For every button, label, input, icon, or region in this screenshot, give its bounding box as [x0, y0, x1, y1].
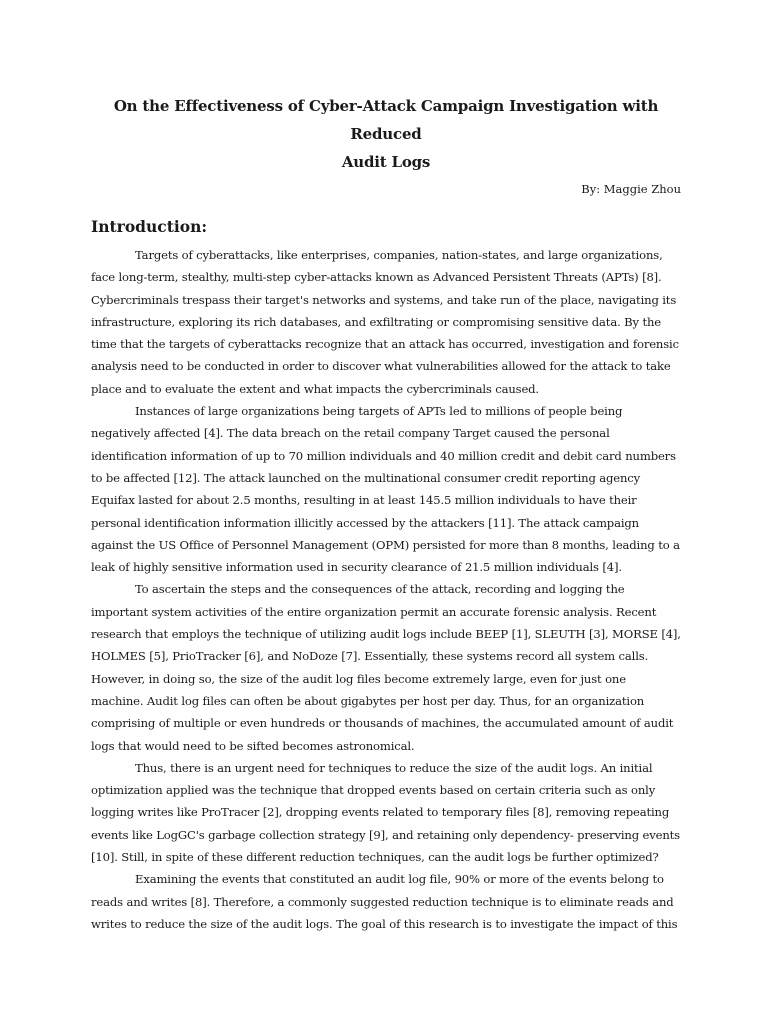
paper-title [91, 92, 681, 176]
author-byline: By: Maggie Zhou [581, 182, 681, 196]
paper-title-line-1: On the Effectiveness of Cyber-Attack Campaign Investigation with Reduced [113, 97, 659, 143]
paragraph-2: Instances of large organizations being targets of APTs led to millions of people being negatively affected [4]. The data breach on the retail company Target caused the personal identification information of up to 70 million individuals and 40 million credit and debit card numbers to be affected [12]. The attack launched on the multinational consumer credit reporting agency Equifax lasted for about 2.5 months, resulting in at least 145.5 million individuals to have their personal identification information illicitly accessed by the attackers [11]. The attack campaign against the US Office of Personnel Management (OPM) persisted for more than 8 months, leading to a leak of highly sensitive information used in security clearance of 21.5 million individuals [4]. [91, 404, 680, 575]
paragraph-3: To ascertain the steps and the consequences of the attack, recording and logging the important system activities of the entire organization permit an accurate forensic analysis. Recent research that employs the technique of utilizing audit logs include BEEP [1], SLEUTH [3], MORSE [4], HOLMES [5], PrioTracker [6], and NoDoze [7]. Essentially, these systems record all system calls. However, in doing so, the size of the audit log files become extremely large, even for just one machine. Audit log files can often be about gigabytes per host per day. Thus, for an organization comprising of multiple or even hundreds or thousands of machines, the accumulated amount of audit logs that would need to be sifted becomes astronomical. [91, 582, 681, 753]
paragraph-4: Thus, there is an urgent need for techniques to reduce the size of the audit logs. An initial optimization applied was the technique that dropped events based on certain criteria such as only logging writes like ProTracer [2], dropping events related to temporary files [8], removing repeating events like LogGC's garbage collection strategy [9], and retaining only dependency- preserving events [10]. Still, in spite of these different reduction techniques, can the audit logs be further optimized? [91, 760, 680, 865]
paper-title-line-2: Audit Logs [341, 153, 431, 171]
document-page [91, 92, 681, 935]
section-heading-introduction: Introduction: [91, 217, 208, 236]
paragraph-1: Targets of cyberattacks, like enterprises, companies, nation-states, and large organizations, face long-term, stealthy, multi-step cyber-attacks known as Advanced Persistent Threats (APTs) [8]. Cybercriminals trespass their target's networks and systems, and take run of the place, navigating its infrastructure, exploring its rich databases, and exfiltrating or compromising sensitive data. By the time that the targets of cyberattacks recognize that an attack has occurred, investigation and forensic analysis need to be conducted in order to discover what vulnerabilities allowed for the attack to take place and to evaluate the extent and what impacts the cybercriminals caused. [91, 248, 679, 396]
paragraph-5: Examining the events that constituted an audit log file, 90% or more of the events belong to reads and writes [8]. Therefore, a commonly suggested reduction technique is to eliminate reads and writes to reduce the size of the audit logs. The goal of this research is to investigate the impact of this [91, 872, 678, 931]
